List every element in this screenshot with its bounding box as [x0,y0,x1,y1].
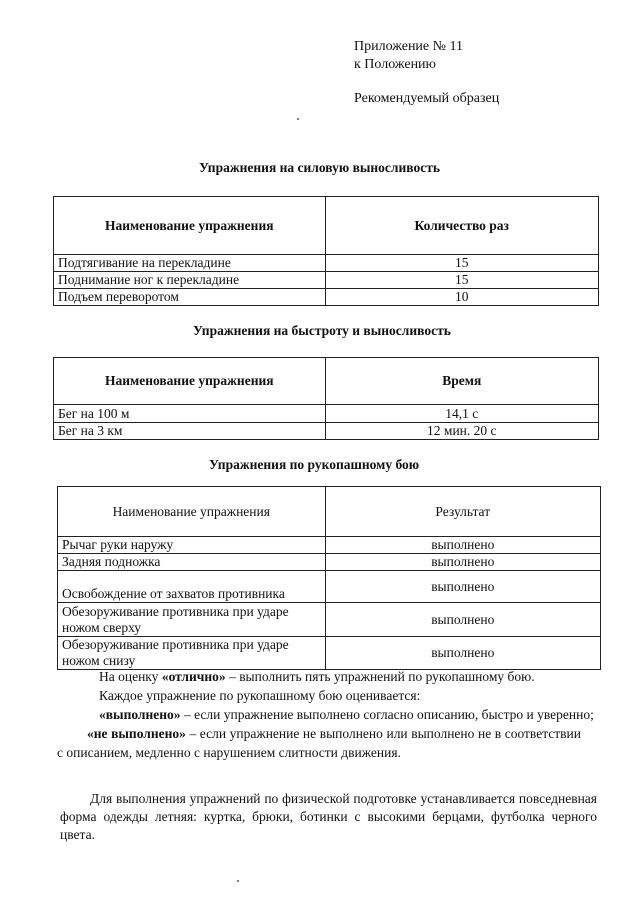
column-header-name: Наименование упражнения [54,197,326,255]
sample-label: Рекомендуемый образец [354,91,500,106]
exercise-name: Задняя подножка [58,554,326,571]
combat-section-title: Упражнения по рукопашному бою [209,457,420,472]
combat-table [57,486,601,670]
column-header-result: Результат [325,487,600,537]
exercise-name: Бег на 100 м [54,405,326,423]
exercise-result: выполнено [325,554,600,571]
exercise-value: 10 [325,289,598,306]
column-header-count: Количество раз [325,197,598,255]
exercise-value: 15 [325,272,598,289]
column-header-name: Наименование упражнения [58,487,326,537]
exercise-name: Обезоруживание противника при ударе ножом снизу [58,637,326,670]
note-done: «выполнено» – если упражнение выполнено согласно описанию, быстро и уверенно; [99,707,594,722]
table-row [58,571,601,603]
exercise-value: 14,1 с [325,405,598,423]
exercise-result: выполнено [325,537,600,554]
evaluation-notes [57,667,601,762]
table-row [54,405,599,423]
exercise-name: Поднимание ног к перекладине [54,272,326,289]
note-evaluation: Каждое упражнение по рукопашному бою оценивается: [99,688,421,703]
speed-section-title: Упражнения на быстроту и выносливость [193,323,451,338]
exercise-name: Обезоруживание противника при ударе ножом сверху [58,603,326,637]
exercise-name: Рычаг руки наружу [58,537,326,554]
uniform-paragraph [60,790,597,844]
exercise-result: выполнено [325,571,600,603]
exercise-name: Подъем переворотом [54,289,326,306]
scan-speck [237,880,239,882]
exercise-result: выполнено [325,637,600,670]
table-row [58,603,601,637]
note-not-done: «не выполнено» – если упражнение не выполнено или выполнено не в соответствии с описанием, медленно с нарушением слитности движения. [57,726,581,760]
regulation-reference: к Положению [354,57,437,72]
note-excellent: На оценку «отлично» – выполнить пять упражнений по рукопашному бою. [99,669,535,684]
exercise-value: 12 мин. 20 с [325,423,598,440]
column-header-time: Время [325,358,598,405]
table-row [54,272,599,289]
table-row [54,289,599,306]
appendix-number: Приложение № 11 [354,39,463,54]
table-row [54,423,599,440]
speed-table [53,357,599,440]
table-header-row [58,487,601,537]
exercise-name: Бег на 3 км [54,423,326,440]
exercise-value: 15 [325,255,598,272]
table-row [54,255,599,272]
table-row [58,537,601,554]
table-row [58,637,601,670]
uniform-text: Для выполнения упражнений по физической подготовке устанавливается повседневная форма одежды летняя: куртка, брюки, ботинки с высокими берцами, футболка черного цвета. [60,791,597,842]
column-header-name: Наименование упражнения [54,358,326,405]
exercise-name: Подтягивание на перекладине [54,255,326,272]
exercise-name: Освобождение от захватов противника [58,571,326,603]
table-header-row [54,197,599,255]
scan-speck [297,118,299,120]
table-header-row [54,358,599,405]
exercise-result: выполнено [325,603,600,637]
strength-section-title: Упражнения на силовую выносливость [199,160,440,175]
strength-table [53,196,599,306]
table-row [58,554,601,571]
